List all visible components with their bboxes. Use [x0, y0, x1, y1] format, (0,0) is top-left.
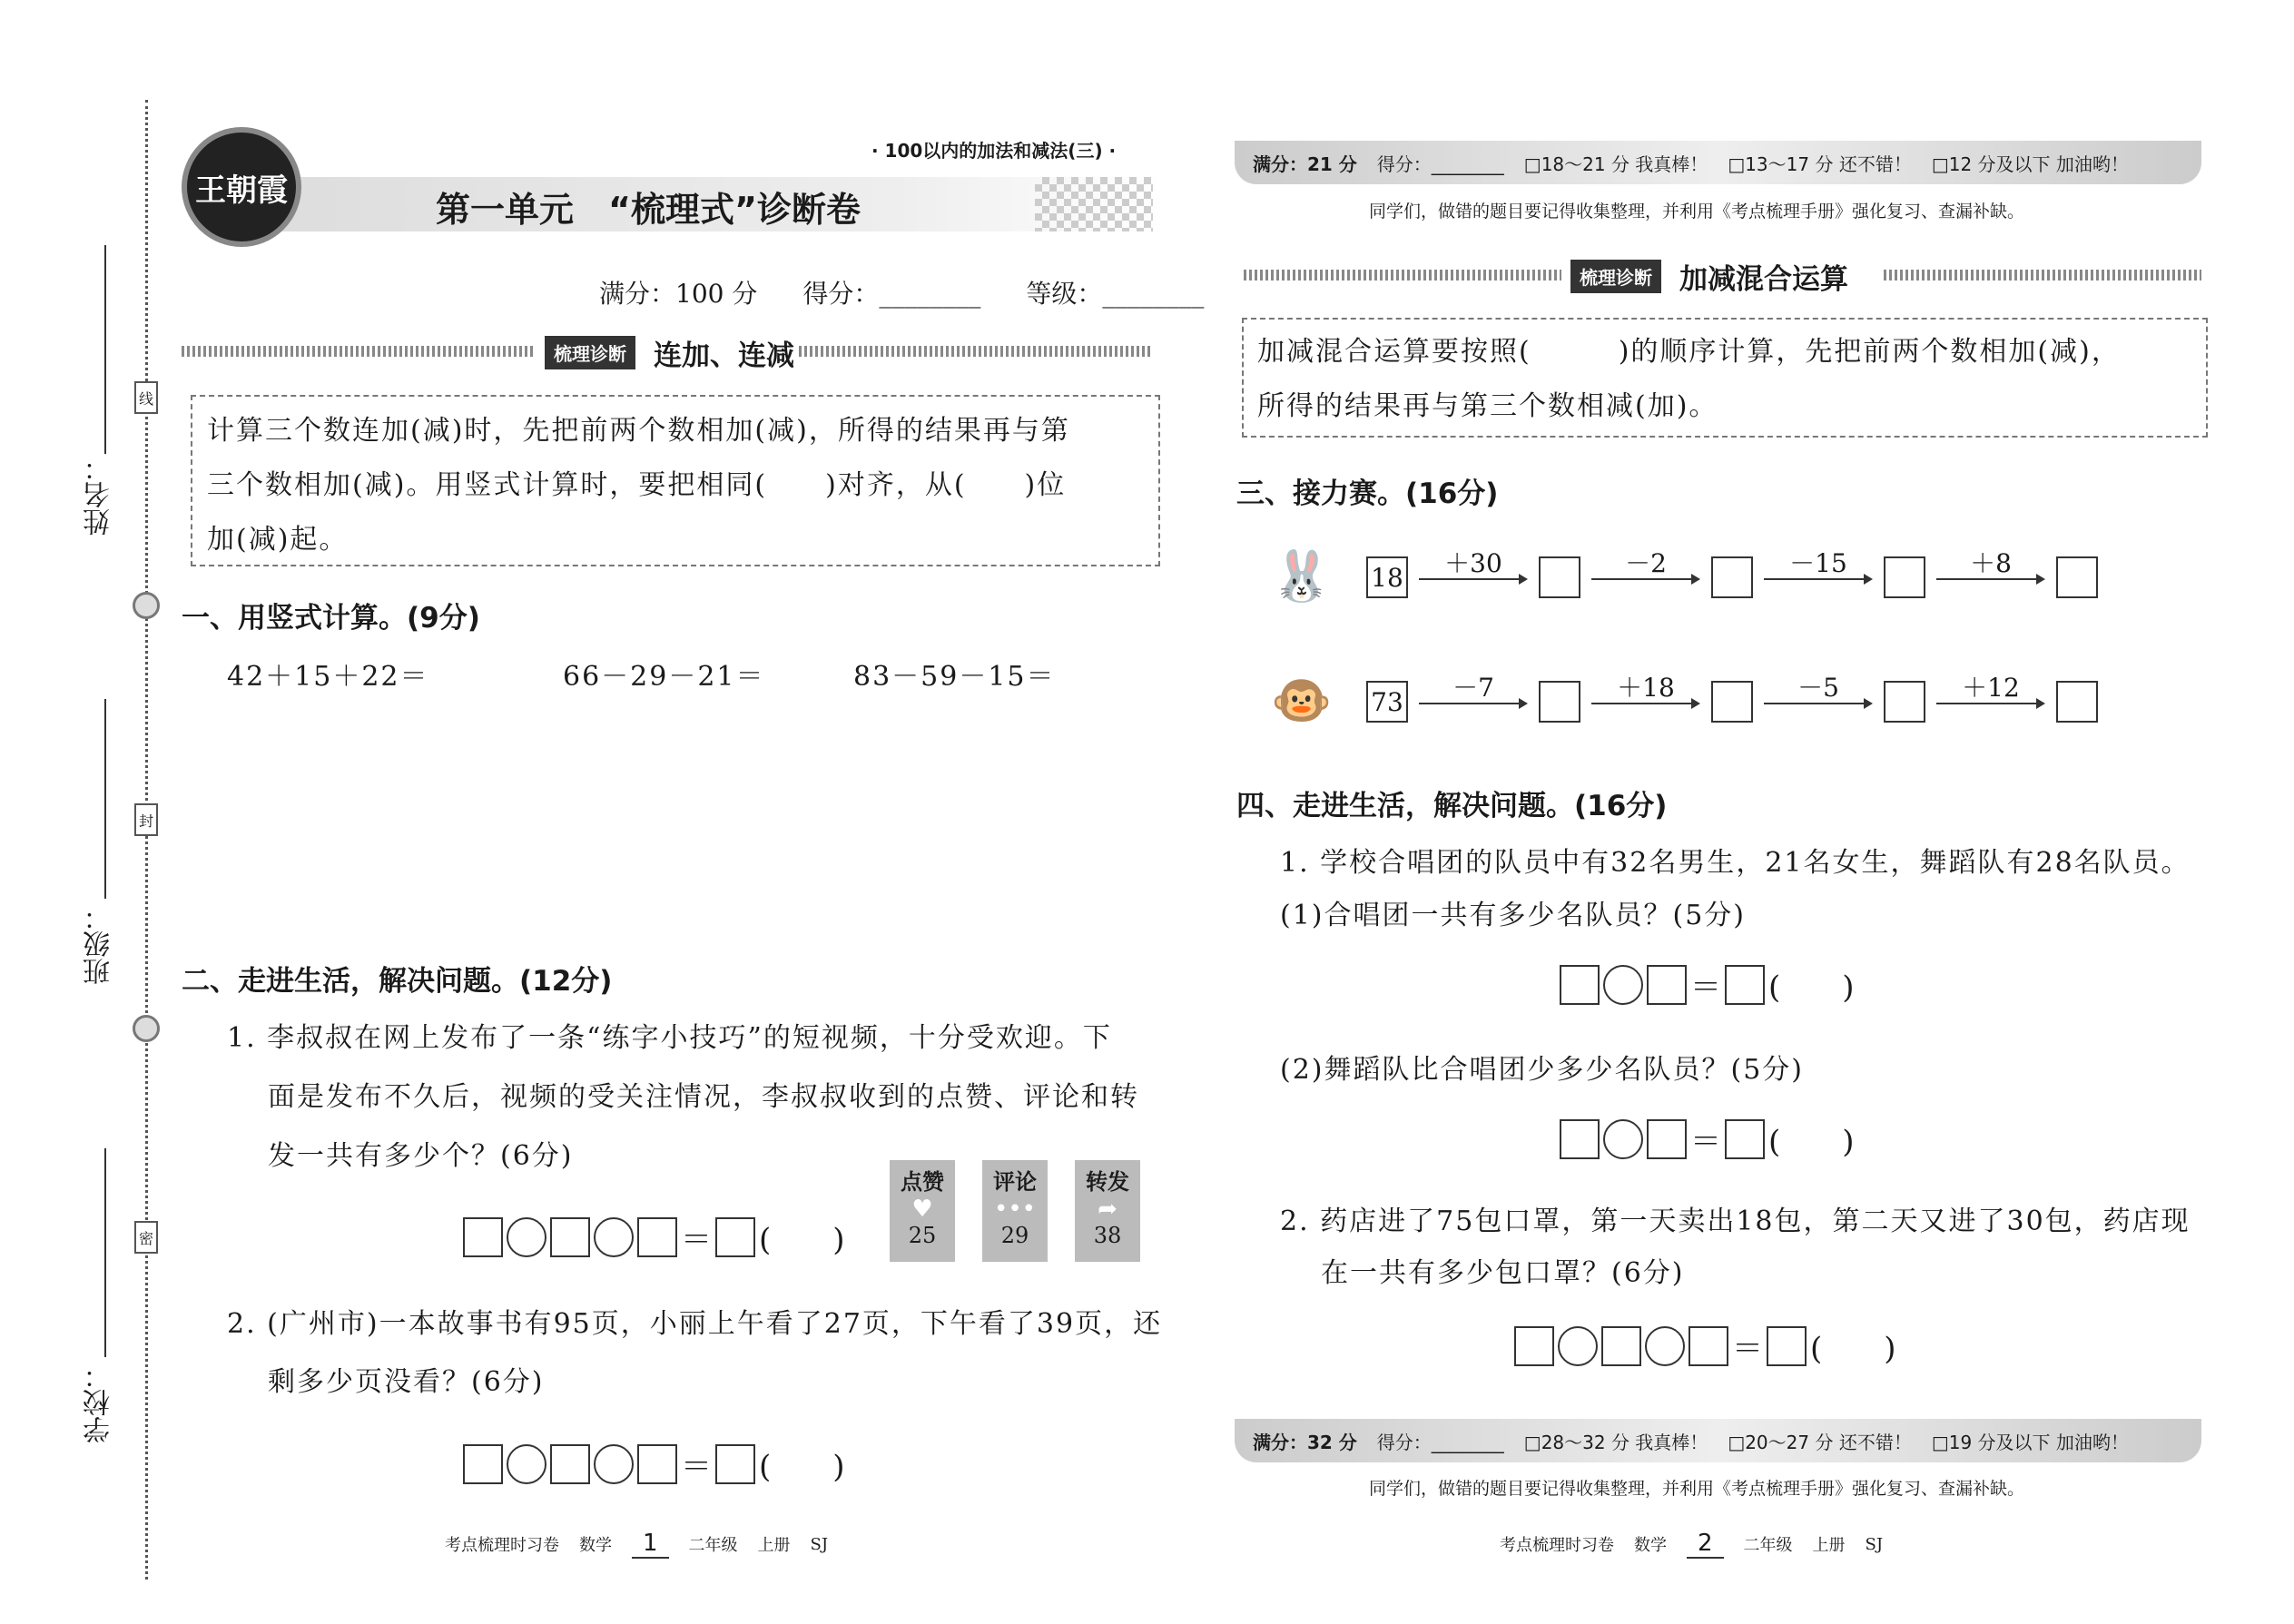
- relay-arrow: [1419, 673, 1528, 723]
- class-label: 班级：: [84, 903, 115, 985]
- card-label: 转发: [1086, 1168, 1129, 1195]
- strip-full-score: 满分：21 分: [1253, 153, 1357, 175]
- binding-ring-icon: [133, 592, 160, 619]
- rating-option[interactable]: □20～27 分 还不错！: [1728, 1431, 1912, 1453]
- name-label: 姓名：: [84, 454, 115, 536]
- share-icon: ➦: [1098, 1196, 1117, 1223]
- full-score: 满分：100 分: [599, 279, 758, 309]
- page-title: 第一单元 “梳理式”诊断卷: [436, 190, 861, 230]
- answer-box[interactable]: [715, 1444, 755, 1484]
- q4-2-text: 2. 药店进了75包口罩，第一天卖出18包，第二天又进了30包，药店现: [1280, 1206, 2191, 1237]
- rating-option[interactable]: □18～21 分 我真棒！: [1523, 153, 1708, 175]
- relay-answer-box[interactable]: [1539, 681, 1580, 723]
- section-title: 连加、连减: [654, 340, 794, 372]
- relay-op: －7: [1452, 673, 1494, 703]
- concept-line: 加(减)起。: [207, 524, 349, 556]
- answer-box[interactable]: [637, 1444, 677, 1484]
- operator-circle[interactable]: [594, 1444, 634, 1484]
- answer-box[interactable]: [550, 1217, 590, 1257]
- relay-op: －15: [1789, 548, 1847, 578]
- section-tag: 梳理诊断: [545, 336, 635, 369]
- relay-arrow: [1936, 548, 2045, 598]
- footer-subject: 数学: [579, 1536, 612, 1555]
- q1-item-3: 83－59－15＝: [853, 661, 1056, 693]
- answer-box[interactable]: [1560, 1119, 1600, 1159]
- unit-blank[interactable]: ( ): [1768, 969, 1855, 1006]
- relay-answer-box[interactable]: [2056, 681, 2098, 723]
- title-checker-decoration: [1035, 177, 1153, 231]
- q2-1-text: 发一共有多少个？(6分): [268, 1140, 574, 1172]
- concept-line: 计算三个数连加(减)时，先把前两个数相加(减)，所得的结果再与第: [207, 415, 1070, 447]
- monkey-icon: 🐵: [1271, 672, 1333, 729]
- seal-mark-1: 线: [134, 381, 158, 414]
- relay-op: －2: [1625, 548, 1667, 578]
- answer-box[interactable]: [1514, 1326, 1554, 1366]
- relay-row-2: [1366, 673, 2098, 723]
- concept-line: 所得的结果再与第三个数相减(加)。: [1257, 390, 1718, 422]
- answer-box[interactable]: [1601, 1326, 1641, 1366]
- section-divider: [799, 346, 1153, 357]
- comments-card: [982, 1160, 1048, 1262]
- section-tag: 梳理诊断: [1570, 260, 1661, 293]
- relay-answer-box[interactable]: [2056, 556, 2098, 598]
- answer-box[interactable]: [1767, 1326, 1807, 1366]
- q1-item-2: 66－29－21＝: [563, 661, 765, 693]
- answer-box[interactable]: [1725, 1119, 1765, 1159]
- relay-arrow: [1936, 673, 2045, 723]
- q1-item-1: 42＋15＋22＝: [227, 661, 429, 693]
- answer-equation: ＝ ( ): [1560, 962, 1855, 1007]
- card-value: 29: [1000, 1223, 1029, 1248]
- page-footer: [445, 1530, 828, 1559]
- class-line: [104, 699, 106, 899]
- relay-row-1: [1366, 548, 2098, 598]
- footer-subject: 数学: [1634, 1536, 1667, 1555]
- relay-op: －5: [1797, 673, 1839, 703]
- relay-answer-box[interactable]: [1539, 556, 1580, 598]
- relay-start: 73: [1366, 681, 1408, 723]
- section-title: 加减混合运算: [1679, 263, 1848, 296]
- answer-equation: ＝ ( ): [463, 1442, 845, 1486]
- unit-blank[interactable]: ( ): [1810, 1331, 1896, 1367]
- strip-full-score: 满分：32 分: [1253, 1431, 1357, 1453]
- rating-option[interactable]: □19 分及以下 加油哟！: [1931, 1431, 2129, 1453]
- relay-arrow: [1591, 673, 1700, 723]
- operator-circle[interactable]: [1558, 1326, 1598, 1366]
- q2-1-text: 1. 李叔叔在网上发布了一条“练字小技巧”的短视频，十分受欢迎。下: [227, 1022, 1112, 1054]
- q1-heading: 一、用竖式计算。(9分): [182, 602, 480, 635]
- strip-score-field[interactable]: 得分：________: [1376, 153, 1504, 175]
- card-label: 点赞: [901, 1168, 944, 1195]
- relay-op: ＋8: [1970, 548, 2012, 578]
- brand-logo: 王朝霞: [182, 127, 301, 247]
- q3-heading: 三、接力赛。(16分): [1236, 477, 1499, 510]
- grade-field[interactable]: 等级：________: [1026, 279, 1205, 309]
- answer-box[interactable]: [1647, 965, 1687, 1005]
- score-strip-top: [1235, 141, 2201, 184]
- concept-text: [1257, 325, 2201, 434]
- page-number: 2: [1687, 1530, 1724, 1559]
- answer-box[interactable]: [550, 1444, 590, 1484]
- card-value: 38: [1093, 1223, 1122, 1248]
- relay-op: ＋18: [1617, 673, 1675, 703]
- answer-box[interactable]: [1725, 965, 1765, 1005]
- answer-box[interactable]: [637, 1217, 677, 1257]
- operator-circle[interactable]: [1645, 1326, 1685, 1366]
- q2-heading: 二、走进生活，解决问题。(12分): [182, 965, 613, 998]
- seal-mark-2: 封: [134, 803, 158, 836]
- answer-box[interactable]: [463, 1217, 503, 1257]
- binding-ring-icon: [133, 1015, 160, 1042]
- answer-equation: ＝ ( ): [1560, 1117, 1855, 1161]
- card-value: 25: [908, 1223, 937, 1248]
- binding-dashed-line: [145, 100, 148, 1580]
- relay-arrow: [1419, 548, 1528, 598]
- relay-answer-box[interactable]: [1884, 556, 1925, 598]
- page-footer: [1500, 1530, 1883, 1559]
- score-field[interactable]: 得分：________: [802, 279, 981, 309]
- answer-box[interactable]: [1647, 1119, 1687, 1159]
- score-row: [599, 274, 1204, 310]
- section-divider: [1244, 270, 1561, 281]
- section-divider: [182, 346, 536, 357]
- rating-option[interactable]: □28～32 分 我真棒！: [1523, 1431, 1708, 1453]
- school-line: [104, 1148, 106, 1357]
- relay-answer-box[interactable]: [1711, 681, 1753, 723]
- answer-box[interactable]: [1689, 1326, 1728, 1366]
- score-strip-bottom: [1235, 1419, 2201, 1462]
- answer-box[interactable]: [463, 1444, 503, 1484]
- relay-answer-box[interactable]: [1711, 556, 1753, 598]
- relay-arrow: [1591, 548, 1700, 598]
- operator-circle[interactable]: [594, 1217, 634, 1257]
- footer-book: 考点梳理时习卷: [445, 1536, 559, 1555]
- q4-1-text: 1. 学校合唱团的队员中有32名男生，21名女生，舞蹈队有28名队员。: [1280, 847, 2191, 879]
- operator-circle[interactable]: [1603, 965, 1643, 1005]
- operator-circle[interactable]: [507, 1217, 546, 1257]
- concept-line: 三个数相加(减)。用竖式计算时，要把相同( )对齐，从( )位: [207, 469, 1067, 501]
- page-number: 1: [632, 1530, 669, 1559]
- footer-volume: 上册: [1812, 1536, 1846, 1555]
- relay-op: ＋12: [1962, 673, 2020, 703]
- answer-equation: ＝ ( ): [463, 1215, 845, 1259]
- relay-op: ＋30: [1444, 548, 1502, 578]
- seal-mark-3: 密: [134, 1221, 158, 1254]
- answer-box[interactable]: [1560, 965, 1600, 1005]
- section-divider: [1884, 270, 2201, 281]
- unit-blank[interactable]: ( ): [759, 1222, 845, 1258]
- operator-circle[interactable]: [1603, 1119, 1643, 1159]
- operator-circle[interactable]: [507, 1444, 546, 1484]
- comment-icon: •••: [993, 1196, 1036, 1223]
- shares-card: [1075, 1160, 1140, 1262]
- review-note: 同学们，做错的题目要记得收集整理，并利用《考点梳理手册》强化复习、查漏补缺。: [1369, 1479, 2025, 1499]
- rating-option[interactable]: □12 分及以下 加油哟！: [1931, 153, 2129, 175]
- q4-1-2-text: (2)舞蹈队比合唱团少多少名队员？(5分): [1280, 1054, 1804, 1086]
- footer-volume: 上册: [757, 1536, 791, 1555]
- unit-subtitle: · 100以内的加法和减法(三) ·: [871, 140, 1117, 162]
- rabbit-icon: 🐰: [1271, 547, 1333, 605]
- likes-card: [890, 1160, 955, 1262]
- school-label: 学校：: [84, 1362, 115, 1443]
- q2-2-text: 2. (广州市)一本故事书有95页，小丽上午看了27页，下午看了39页，还: [227, 1308, 1163, 1340]
- q2-2-text: 剩多少页没看？(6分): [268, 1366, 545, 1398]
- relay-arrow: [1764, 673, 1873, 723]
- footer-grade: 二年级: [1743, 1536, 1793, 1555]
- review-note: 同学们，做错的题目要记得收集整理，并利用《考点梳理手册》强化复习、查漏补缺。: [1369, 202, 2025, 221]
- footer-edition: SJ: [1865, 1534, 1884, 1554]
- relay-arrow: [1764, 548, 1873, 598]
- rating-option[interactable]: □13～17 分 还不错！: [1728, 153, 1912, 175]
- q4-heading: 四、走进生活，解决问题。(16分): [1236, 790, 1668, 822]
- unit-blank[interactable]: ( ): [759, 1449, 845, 1485]
- q2-1-text: 面是发布不久后，视频的受关注情况，李叔叔收到的点赞、评论和转: [268, 1081, 1139, 1113]
- relay-answer-box[interactable]: [1884, 681, 1925, 723]
- strip-score-field[interactable]: 得分：________: [1376, 1431, 1504, 1453]
- heart-icon: ♥: [911, 1196, 933, 1223]
- name-line: [104, 245, 106, 454]
- q4-1-1-text: (1)合唱团一共有多少名队员？(5分): [1280, 900, 1746, 931]
- answer-equation: ＝ ( ): [1514, 1324, 1896, 1368]
- concept-line: 加减混合运算要按照( )的顺序计算，先把前两个数相加(减)，: [1257, 336, 2121, 368]
- footer-grade: 二年级: [688, 1536, 738, 1555]
- relay-start: 18: [1366, 556, 1408, 598]
- unit-blank[interactable]: ( ): [1768, 1124, 1855, 1160]
- answer-box[interactable]: [715, 1217, 755, 1257]
- footer-book: 考点梳理时习卷: [1500, 1536, 1614, 1555]
- concept-text: [207, 404, 1151, 567]
- footer-edition: SJ: [810, 1534, 829, 1554]
- q4-2-text: 在一共有多少包口罩？(6分): [1321, 1257, 1685, 1289]
- card-label: 评论: [993, 1168, 1037, 1195]
